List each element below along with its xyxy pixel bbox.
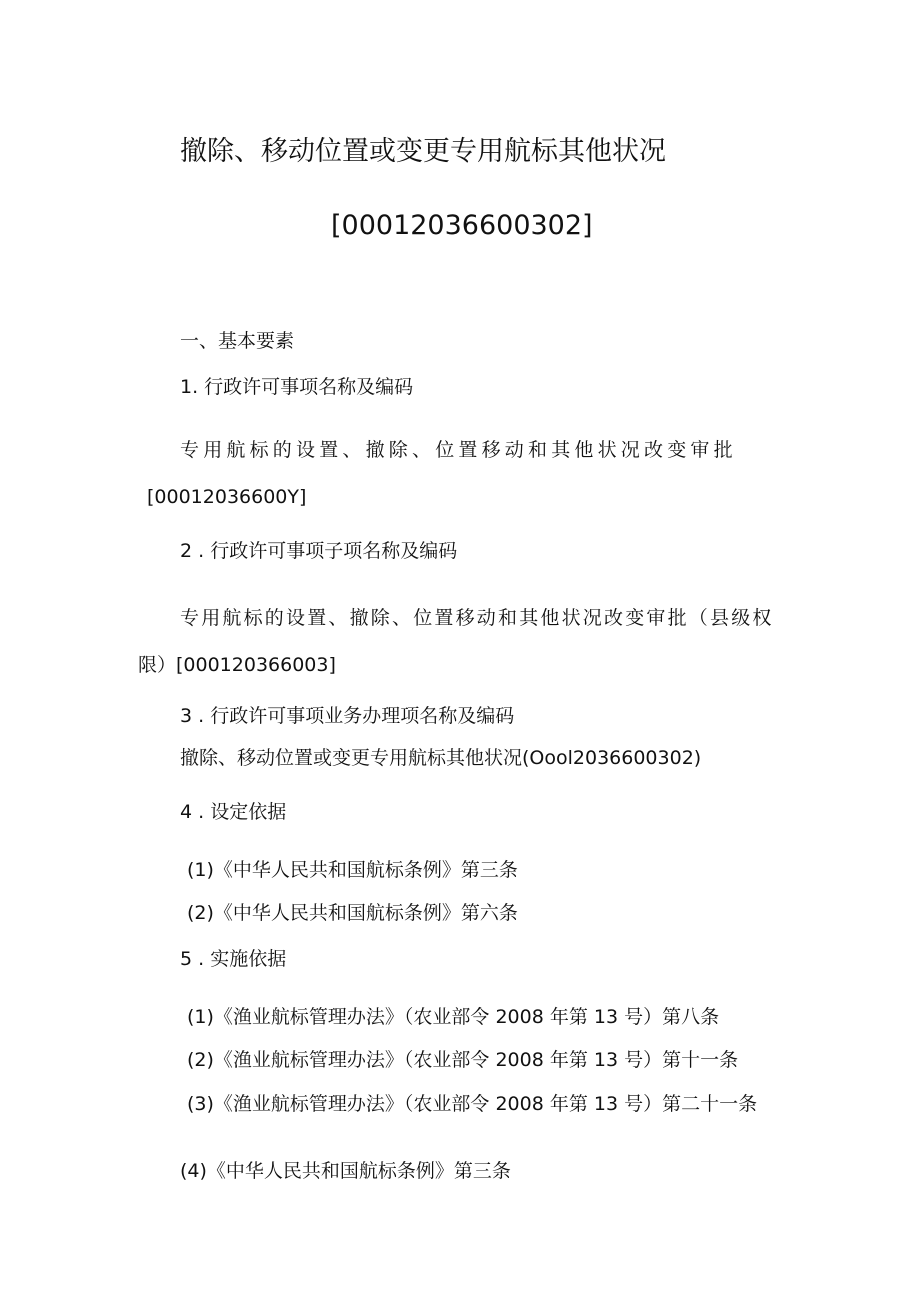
item2-heading: 2 . 行政许可事项子项名称及编码 — [180, 540, 458, 562]
item1-text-line1: 专用航标的设置、撤除、位置移动和其他状况改变审批 — [180, 439, 737, 461]
document-title-code: [00012036600302] — [331, 210, 593, 241]
item1-heading: 1. 行政许可事项名称及编码 — [180, 376, 414, 398]
document-title: 撤除、移动位置或变更专用航标其他状况 — [180, 136, 666, 167]
item5-basis-1: (1)《渔业航标管理办法》（农业部令 2008 年第 13 号）第八条 — [187, 1006, 720, 1028]
item4-heading: 4 . 设定依据 — [180, 801, 287, 823]
item4-basis-2: (2)《中华人民共和国航标条例》第六条 — [187, 902, 518, 924]
item5-heading: 5 . 实施依据 — [180, 948, 287, 970]
item3-heading: 3 . 行政许可事项业务办理项名称及编码 — [180, 705, 515, 727]
item5-basis-4: (4)《中华人民共和国航标条例》第三条 — [180, 1160, 511, 1182]
item1-text-line2: [00012036600Y] — [147, 486, 307, 508]
item5-basis-3: (3)《渔业航标管理办法》（农业部令 2008 年第 13 号）第二十一条 — [187, 1093, 758, 1115]
item3-text: 撤除、移动位置或变更专用航标其他状况(Oool2036600302) — [180, 747, 702, 769]
item2-text-line2: 限）[000120366003] — [138, 654, 336, 676]
item4-basis-1: (1)《中华人民共和国航标条例》第三条 — [187, 859, 518, 881]
item5-basis-2: (2)《渔业航标管理办法》（农业部令 2008 年第 13 号）第十一条 — [187, 1049, 739, 1071]
item2-text-line1: 专用航标的设置、撤除、位置移动和其他状况改变审批（县级权 — [180, 607, 774, 629]
section-heading-basic-elements: 一、基本要素 — [180, 330, 295, 352]
